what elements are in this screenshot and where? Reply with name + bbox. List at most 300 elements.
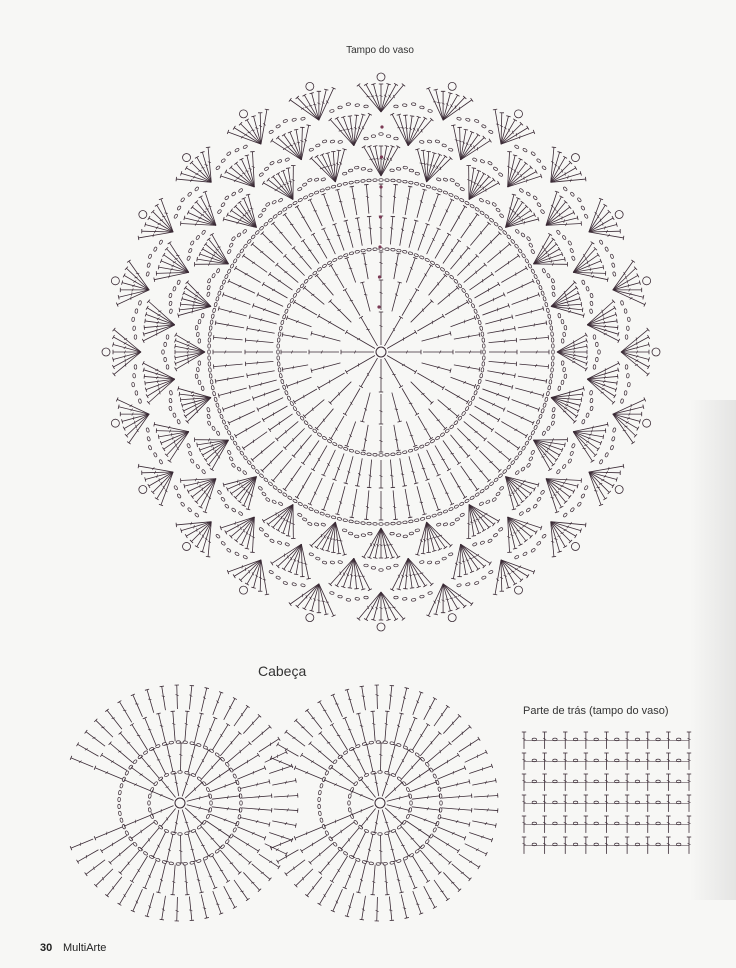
shell bbox=[426, 87, 473, 120]
shell bbox=[451, 125, 491, 160]
chain-arc bbox=[364, 596, 369, 599]
chain-ring bbox=[150, 787, 154, 792]
stitch bbox=[303, 400, 324, 418]
stitch bbox=[252, 864, 272, 881]
stitch bbox=[454, 365, 480, 372]
chain-ring bbox=[475, 207, 480, 212]
stitch bbox=[475, 406, 500, 422]
stitch bbox=[413, 891, 423, 914]
stitch bbox=[138, 464, 173, 472]
chain-ring bbox=[531, 269, 535, 274]
chain-ring bbox=[551, 362, 554, 367]
chain-arc bbox=[258, 486, 263, 491]
chain-ring bbox=[482, 356, 485, 361]
chain-ring bbox=[239, 794, 242, 799]
shell bbox=[176, 522, 211, 557]
chain-arc bbox=[169, 309, 172, 314]
stitch bbox=[402, 388, 419, 415]
chain-arc bbox=[626, 326, 629, 331]
chain-arc bbox=[206, 407, 210, 412]
stitch bbox=[165, 744, 173, 772]
stitch bbox=[469, 172, 486, 199]
chain-arc bbox=[231, 192, 236, 197]
chain-arc bbox=[479, 501, 484, 506]
stitch bbox=[587, 379, 615, 404]
chain-ring bbox=[528, 435, 532, 440]
stitch bbox=[501, 560, 535, 574]
chain-ring bbox=[220, 844, 225, 849]
chain-arc bbox=[226, 151, 231, 156]
shell bbox=[178, 281, 211, 318]
chain-arc bbox=[159, 459, 163, 464]
chain-arc bbox=[215, 165, 220, 170]
stitch bbox=[345, 422, 356, 447]
shell bbox=[505, 476, 538, 509]
stitch bbox=[361, 253, 368, 279]
chain-arc bbox=[472, 158, 477, 162]
picot bbox=[183, 154, 191, 162]
stitch bbox=[394, 863, 403, 893]
chain-ring bbox=[348, 807, 352, 812]
chain-ring bbox=[432, 514, 437, 518]
stitch bbox=[329, 382, 352, 405]
chain-ring bbox=[162, 742, 167, 746]
stitch bbox=[420, 850, 441, 874]
stitch bbox=[359, 808, 375, 827]
stitch bbox=[119, 850, 140, 874]
chain-arc bbox=[190, 240, 194, 245]
chain-ring bbox=[210, 801, 213, 805]
chain-ring bbox=[453, 279, 458, 284]
chain-arc bbox=[390, 169, 395, 172]
stitch bbox=[242, 254, 267, 272]
chain-arc bbox=[514, 145, 519, 150]
chain-ring bbox=[230, 435, 234, 440]
chain-arc bbox=[278, 198, 283, 203]
chain-ring bbox=[403, 856, 408, 860]
chain-ring bbox=[309, 507, 314, 511]
chain-ring bbox=[208, 794, 212, 799]
chain-ring bbox=[445, 428, 450, 433]
chain-arc bbox=[315, 144, 320, 148]
shell bbox=[507, 152, 542, 187]
stitch bbox=[507, 411, 534, 425]
chain-ring bbox=[148, 807, 152, 812]
chain-ring bbox=[320, 188, 325, 192]
chain-ring bbox=[322, 777, 326, 782]
chain-ring bbox=[332, 258, 337, 262]
chain-ring bbox=[268, 481, 273, 486]
chain-ring bbox=[138, 754, 143, 759]
chain-arc bbox=[625, 335, 628, 340]
chain-ring bbox=[158, 825, 163, 830]
stitch bbox=[201, 440, 228, 457]
picot bbox=[448, 614, 456, 622]
chain-arc bbox=[307, 522, 312, 526]
chain-ring bbox=[378, 833, 382, 836]
stitch bbox=[412, 794, 440, 800]
chain-arc bbox=[546, 426, 550, 431]
chain-ring bbox=[549, 379, 552, 384]
chain-ring bbox=[406, 814, 410, 819]
chain-arc bbox=[342, 172, 347, 175]
picot bbox=[240, 110, 248, 118]
stitch bbox=[345, 893, 354, 917]
chain-ring bbox=[169, 862, 174, 865]
chain-ring bbox=[383, 862, 388, 865]
shell bbox=[142, 361, 175, 404]
stitch bbox=[151, 832, 165, 858]
chain-arc bbox=[132, 317, 135, 322]
chain-ring bbox=[211, 314, 214, 319]
stitch bbox=[130, 856, 148, 883]
chain-arc bbox=[169, 406, 173, 411]
chain-ring bbox=[367, 453, 372, 456]
chain-ring bbox=[383, 741, 388, 744]
chain-arc bbox=[493, 167, 498, 172]
chain-arc bbox=[338, 140, 343, 143]
shell bbox=[154, 422, 189, 462]
chain-arc bbox=[448, 148, 453, 152]
picot bbox=[448, 82, 456, 90]
chain-ring bbox=[350, 814, 354, 819]
chain-ring bbox=[551, 368, 554, 373]
stitch bbox=[240, 817, 270, 826]
chain-ring bbox=[373, 453, 378, 456]
shell bbox=[589, 464, 624, 506]
chain-ring bbox=[403, 180, 408, 183]
chain-ring bbox=[391, 773, 396, 777]
chain-arc bbox=[342, 529, 347, 532]
chain-arc bbox=[194, 513, 199, 518]
chain-arc bbox=[515, 470, 520, 475]
chain-ring bbox=[227, 430, 231, 435]
chain-arc bbox=[196, 235, 201, 240]
chain-ring bbox=[287, 303, 291, 308]
stitch bbox=[160, 686, 166, 710]
stitch bbox=[293, 300, 317, 315]
chain-ring bbox=[118, 804, 121, 809]
chain-arc bbox=[390, 532, 395, 535]
chain-ring bbox=[203, 745, 208, 749]
round-start-marker bbox=[379, 215, 382, 218]
stitch bbox=[408, 118, 433, 146]
chain-ring bbox=[284, 390, 288, 395]
chain-arc bbox=[207, 421, 211, 426]
chain-ring bbox=[408, 181, 413, 184]
stitch bbox=[194, 713, 203, 743]
chain-arc bbox=[338, 595, 343, 598]
chain-ring bbox=[128, 836, 133, 841]
chain-arc bbox=[292, 118, 297, 122]
chain-arc bbox=[242, 470, 247, 475]
stitch bbox=[417, 189, 427, 218]
stitch bbox=[487, 371, 515, 378]
chain-arc bbox=[269, 161, 274, 165]
stitch bbox=[285, 730, 305, 746]
stitch bbox=[295, 472, 311, 498]
chain-ring bbox=[484, 214, 489, 219]
shell bbox=[587, 300, 620, 343]
shell bbox=[533, 437, 567, 470]
chain-arc bbox=[563, 513, 568, 518]
chain-arc bbox=[227, 249, 232, 254]
stitch bbox=[319, 87, 336, 120]
chain-ring bbox=[385, 248, 390, 251]
chain-ring bbox=[397, 825, 402, 830]
chain-ring bbox=[349, 520, 354, 523]
stitch bbox=[445, 389, 469, 404]
chain-ring bbox=[546, 308, 550, 313]
stitch bbox=[412, 723, 430, 750]
stitch bbox=[519, 335, 548, 340]
stitch bbox=[242, 432, 267, 450]
chain-ring bbox=[318, 804, 321, 809]
chain-ring bbox=[415, 849, 420, 854]
picot bbox=[102, 348, 110, 356]
chain-ring bbox=[211, 385, 214, 390]
stitch bbox=[392, 393, 402, 423]
chain-arc bbox=[465, 582, 470, 586]
chain-ring bbox=[521, 446, 526, 451]
chain-arc bbox=[627, 382, 630, 387]
chain-arc bbox=[277, 159, 282, 163]
chain-arc bbox=[536, 158, 541, 163]
stitch bbox=[518, 376, 547, 383]
stitch bbox=[387, 356, 417, 374]
chain-arc bbox=[196, 464, 201, 469]
stitch bbox=[286, 316, 311, 327]
stitch bbox=[303, 94, 319, 120]
chain-arc bbox=[581, 419, 585, 424]
stitch bbox=[212, 856, 230, 883]
back-chart bbox=[522, 732, 691, 854]
chain-ring bbox=[445, 271, 450, 276]
chain-arc bbox=[394, 564, 399, 567]
shell bbox=[573, 422, 608, 462]
chain-arc bbox=[196, 367, 199, 372]
chain-ring bbox=[118, 790, 121, 795]
chain-arc bbox=[492, 202, 497, 207]
stitch bbox=[100, 753, 127, 771]
stitch bbox=[123, 274, 149, 290]
chain-arc bbox=[300, 583, 305, 587]
stitch bbox=[433, 835, 460, 853]
stitch bbox=[434, 880, 450, 901]
back-row bbox=[522, 732, 691, 749]
chain-arc bbox=[169, 390, 172, 395]
stitch bbox=[379, 394, 383, 424]
shell bbox=[227, 560, 269, 595]
stitch bbox=[173, 810, 179, 833]
stitch bbox=[210, 233, 229, 264]
chain-ring bbox=[222, 419, 226, 424]
chain-arc bbox=[540, 490, 545, 495]
stitch bbox=[332, 223, 344, 250]
stitch bbox=[401, 895, 409, 919]
chain-arc bbox=[514, 555, 519, 560]
chain-ring bbox=[162, 860, 167, 864]
chain-ring bbox=[233, 441, 238, 446]
stitch bbox=[343, 860, 357, 889]
stitch bbox=[143, 860, 157, 889]
chain-ring bbox=[292, 499, 297, 503]
stitch bbox=[201, 247, 228, 264]
chain-ring bbox=[552, 344, 555, 348]
chain-ring bbox=[349, 747, 354, 751]
chain-ring bbox=[426, 185, 431, 189]
chain-arc bbox=[415, 172, 420, 175]
stitch bbox=[154, 272, 189, 281]
stitch bbox=[501, 119, 517, 144]
stitch bbox=[201, 688, 209, 712]
chain-ring bbox=[525, 441, 530, 446]
chain-ring bbox=[538, 414, 542, 419]
stitch bbox=[479, 293, 505, 307]
stitch bbox=[245, 338, 273, 343]
chain-ring bbox=[546, 391, 550, 396]
stitch bbox=[261, 450, 283, 472]
chain-ring bbox=[224, 425, 228, 430]
stitch bbox=[281, 350, 307, 354]
stitch bbox=[427, 742, 451, 763]
stitch bbox=[118, 884, 132, 906]
chain-ring bbox=[287, 396, 291, 401]
stitch bbox=[505, 476, 528, 499]
chain-ring bbox=[358, 776, 363, 781]
chain-ring bbox=[355, 180, 360, 183]
stitch bbox=[165, 834, 173, 862]
stitch bbox=[533, 247, 560, 264]
chain-arc bbox=[481, 576, 486, 580]
chain-arc bbox=[198, 339, 201, 344]
stitch bbox=[418, 223, 430, 250]
chain-arc bbox=[526, 192, 531, 197]
chain-ring bbox=[480, 489, 485, 494]
stitch bbox=[406, 422, 417, 447]
shell bbox=[493, 109, 535, 144]
chain-arc bbox=[276, 576, 281, 580]
chain-ring bbox=[332, 442, 337, 446]
stitch bbox=[322, 450, 336, 476]
stitch bbox=[320, 522, 335, 550]
chain-arc bbox=[443, 178, 448, 182]
chain-arc bbox=[552, 407, 556, 412]
chain-arc bbox=[138, 399, 141, 404]
chain-arc bbox=[542, 431, 546, 436]
stitch bbox=[294, 827, 323, 841]
chain-arc bbox=[231, 463, 236, 468]
chain-arc bbox=[371, 135, 375, 138]
chain-ring bbox=[518, 451, 523, 456]
shell bbox=[362, 528, 400, 558]
stitch bbox=[227, 130, 261, 144]
chain-arc bbox=[570, 451, 574, 456]
chain-ring bbox=[277, 489, 282, 494]
stitch bbox=[331, 889, 343, 912]
chain-arc bbox=[276, 124, 281, 128]
stitch bbox=[159, 808, 175, 827]
chain-arc bbox=[586, 413, 590, 418]
chain-arc bbox=[226, 548, 231, 553]
chain-ring bbox=[164, 829, 169, 833]
chain-ring bbox=[373, 248, 378, 251]
stitch bbox=[340, 827, 360, 850]
stitch bbox=[182, 810, 191, 833]
chain-arc bbox=[590, 406, 594, 411]
stitch bbox=[405, 186, 412, 215]
chain-arc bbox=[134, 365, 137, 370]
stitch bbox=[204, 860, 218, 889]
chain-arc bbox=[195, 374, 198, 379]
chain-ring bbox=[544, 302, 548, 307]
stitch bbox=[350, 489, 357, 518]
shell bbox=[507, 517, 542, 552]
doily-chart bbox=[102, 73, 660, 631]
chain-ring bbox=[320, 512, 325, 516]
chain-arc bbox=[540, 209, 545, 214]
stitch bbox=[212, 807, 240, 813]
chain-ring bbox=[251, 465, 256, 470]
stitch bbox=[215, 321, 244, 328]
stitch bbox=[512, 400, 540, 412]
chain-arc bbox=[201, 313, 204, 318]
shell bbox=[415, 149, 452, 182]
shell bbox=[195, 233, 229, 266]
chain-ring bbox=[378, 771, 382, 774]
chain-ring bbox=[206, 787, 210, 792]
stitch bbox=[294, 766, 323, 780]
chain-arc bbox=[519, 511, 524, 516]
stitch bbox=[371, 711, 376, 741]
chain-ring bbox=[396, 452, 401, 455]
stitch bbox=[116, 397, 149, 414]
stitch bbox=[118, 701, 132, 723]
stitch bbox=[505, 213, 535, 228]
chain-ring bbox=[459, 198, 464, 202]
chain-ring bbox=[479, 373, 483, 378]
chain-arc bbox=[581, 205, 586, 210]
chain-arc bbox=[300, 117, 305, 121]
chain-ring bbox=[367, 179, 372, 182]
chain-ring bbox=[391, 829, 396, 833]
stitch bbox=[227, 742, 251, 763]
chain-arc bbox=[492, 497, 497, 502]
chain-ring bbox=[191, 829, 196, 833]
chain-arc bbox=[551, 421, 555, 426]
shell bbox=[451, 544, 491, 579]
stitch bbox=[179, 835, 183, 863]
chain-ring bbox=[474, 309, 478, 314]
stitch bbox=[242, 794, 272, 799]
chain-ring bbox=[482, 338, 485, 343]
shell bbox=[178, 386, 211, 423]
stitch bbox=[379, 743, 383, 771]
chain-ring bbox=[471, 303, 475, 308]
stitch bbox=[261, 109, 269, 144]
stitch bbox=[466, 504, 470, 538]
chain-ring bbox=[214, 397, 218, 402]
chain-ring bbox=[133, 842, 138, 847]
chain-ring bbox=[277, 211, 282, 216]
chain-arc bbox=[448, 552, 453, 556]
shell bbox=[220, 517, 255, 552]
chain-ring bbox=[320, 818, 324, 823]
stitch bbox=[434, 584, 443, 615]
chain-ring bbox=[471, 396, 475, 401]
stitch bbox=[351, 832, 365, 858]
round-start-marker bbox=[378, 275, 381, 278]
